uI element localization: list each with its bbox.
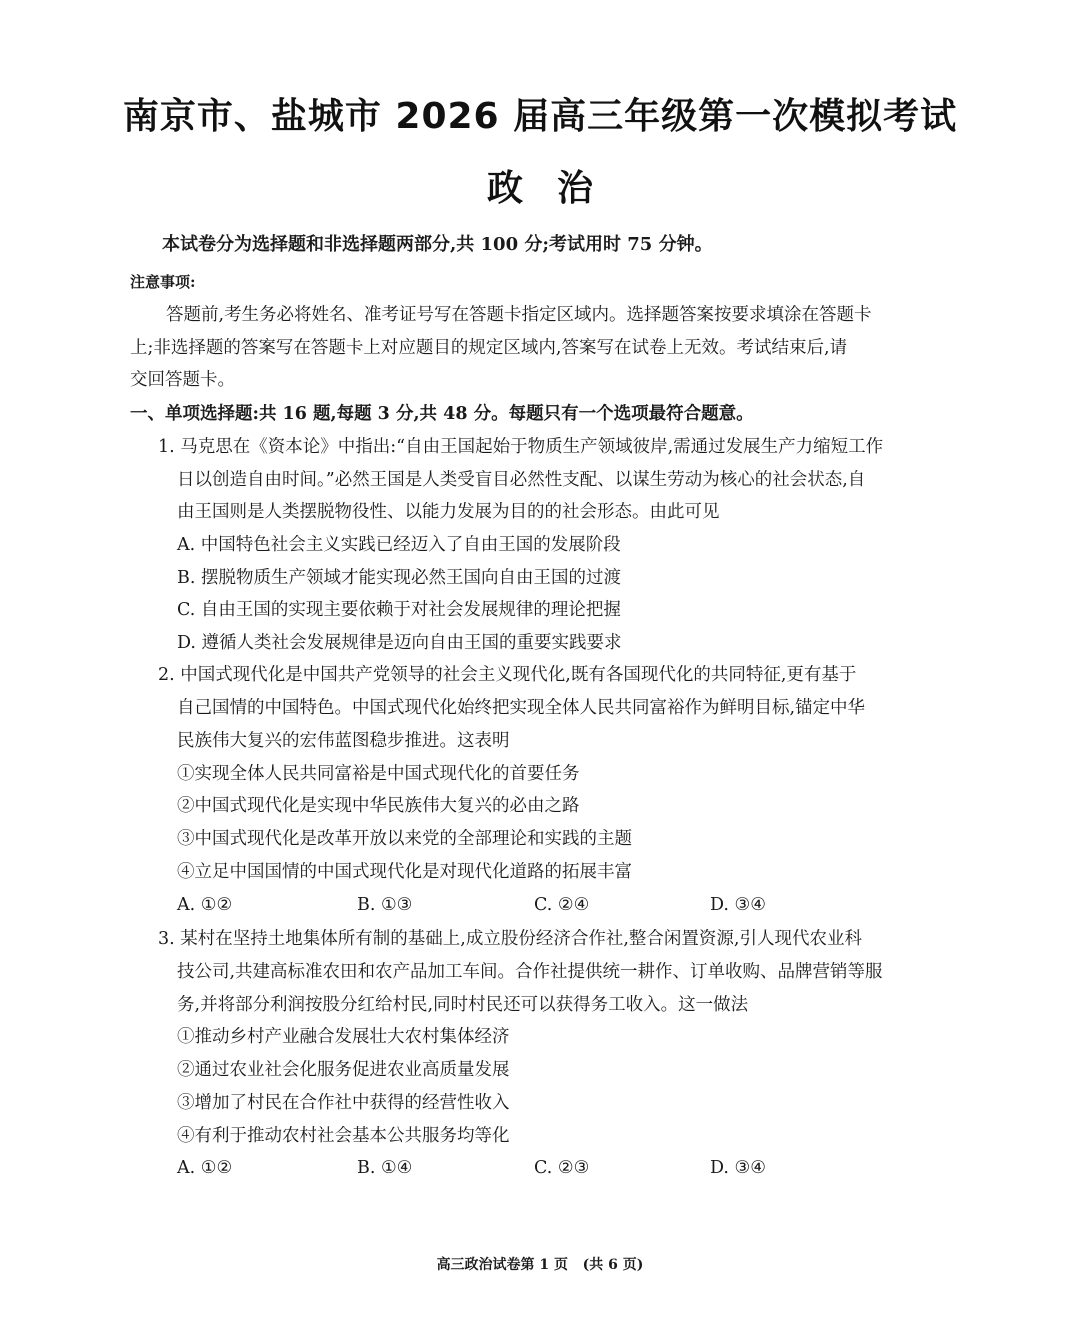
answer-row [177, 1156, 877, 1180]
answer-d: D. ③④ [710, 895, 766, 915]
exam-intro: 本试卷分为选择题和非选择题两部分,共 100 分;考试用时 75 分钟。 [162, 234, 713, 255]
answer-a: A. ①② [177, 895, 233, 915]
statement: ③中国式现代化是改革开放以来党的全部理论和实践的主题 [177, 829, 632, 849]
statement: ④立足中国国情的中国式现代化是对现代化道路的拓展丰富 [177, 862, 632, 882]
answer-a: A. ①② [177, 1158, 233, 1178]
exam-title: 南京市、盐城市 2026 届高三年级第一次模拟考试 [122, 96, 958, 137]
notice-line: 交回答题卡。 [130, 370, 235, 390]
statement: ②通过农业社会化服务促进农业高质量发展 [177, 1060, 510, 1080]
statement: ②中国式现代化是实现中华民族伟大复兴的必由之路 [177, 796, 580, 816]
question-stem: 由王国则是人类摆脱物役性、以能力发展为目的的社会形态。由此可见 [177, 502, 720, 522]
option-b: B. 摆脱物质生产领域才能实现必然王国向自由王国的过渡 [177, 568, 621, 588]
question-stem: 3. 某村在坚持土地集体所有制的基础上,成立股份经济合作社,整合闲置资源,引人现代农业科 [158, 929, 862, 949]
answer-c: C. ②③ [534, 1158, 590, 1178]
question-stem: 日以创造自由时间。”必然王国是人类受盲目必然性支配、以谋生劳动为核心的社会状态,自 [177, 470, 866, 490]
notice-line: 上;非选择题的答案写在答题卡上对应题目的规定区域内,答案写在试卷上无效。考试结束后,请 [130, 338, 848, 358]
answer-row [177, 893, 877, 917]
statement: ④有利于推动农村社会基本公共服务均等化 [177, 1126, 510, 1146]
page-footer: 高三政治试卷第 1 页 (共 6 页) [436, 1257, 644, 1273]
option-a: A. 中国特色社会主义实践已经迈入了自由王国的发展阶段 [177, 535, 621, 555]
question-stem: 民族伟大复兴的宏伟蓝图稳步推进。这表明 [177, 731, 510, 751]
question-stem: 1. 马克思在《资本论》中指出:“自由王国起始于物质生产领域彼岸,需通过发展生产力缩短工作 [158, 437, 884, 457]
question-stem: 务,并将部分利润按股分红给村民,同时村民还可以获得务工收入。这一做法 [177, 995, 749, 1015]
answer-b: B. ①④ [357, 1158, 413, 1178]
subject-title: 政治 [486, 168, 627, 209]
option-c: C. 自由王国的实现主要依赖于对社会发展规律的理论把握 [177, 600, 621, 620]
section-heading: 一、单项选择题:共 16 题,每题 3 分,共 48 分。每题只有一个选项最符合题意。 [130, 404, 754, 424]
answer-c: C. ②④ [534, 895, 590, 915]
statement: ①推动乡村产业融合发展壮大农村集体经济 [177, 1027, 510, 1047]
option-d: D. 遵循人类社会发展规律是迈向自由王国的重要实践要求 [177, 633, 622, 653]
notice-heading: 注意事项: [130, 273, 196, 291]
statement: ③增加了村民在合作社中获得的经营性收入 [177, 1093, 510, 1113]
question-stem: 技公司,共建高标准农田和农产品加工车间。合作社提供统一耕作、订单收购、品牌营销等服 [177, 962, 883, 982]
notice-line: 答题前,考生务必将姓名、准考证号写在答题卡指定区域内。选择题答案按要求填涂在答题卡 [166, 305, 872, 325]
question-stem: 2. 中国式现代化是中国共产党领导的社会主义现代化,既有各国现代化的共同特征,更有基于 [158, 665, 857, 685]
answer-b: B. ①③ [357, 895, 413, 915]
statement: ①实现全体人民共同富裕是中国式现代化的首要任务 [177, 764, 580, 784]
question-stem: 自己国情的中国特色。中国式现代化始终把实现全体人民共同富裕作为鲜明目标,锚定中华 [177, 698, 866, 718]
answer-d: D. ③④ [710, 1158, 766, 1178]
